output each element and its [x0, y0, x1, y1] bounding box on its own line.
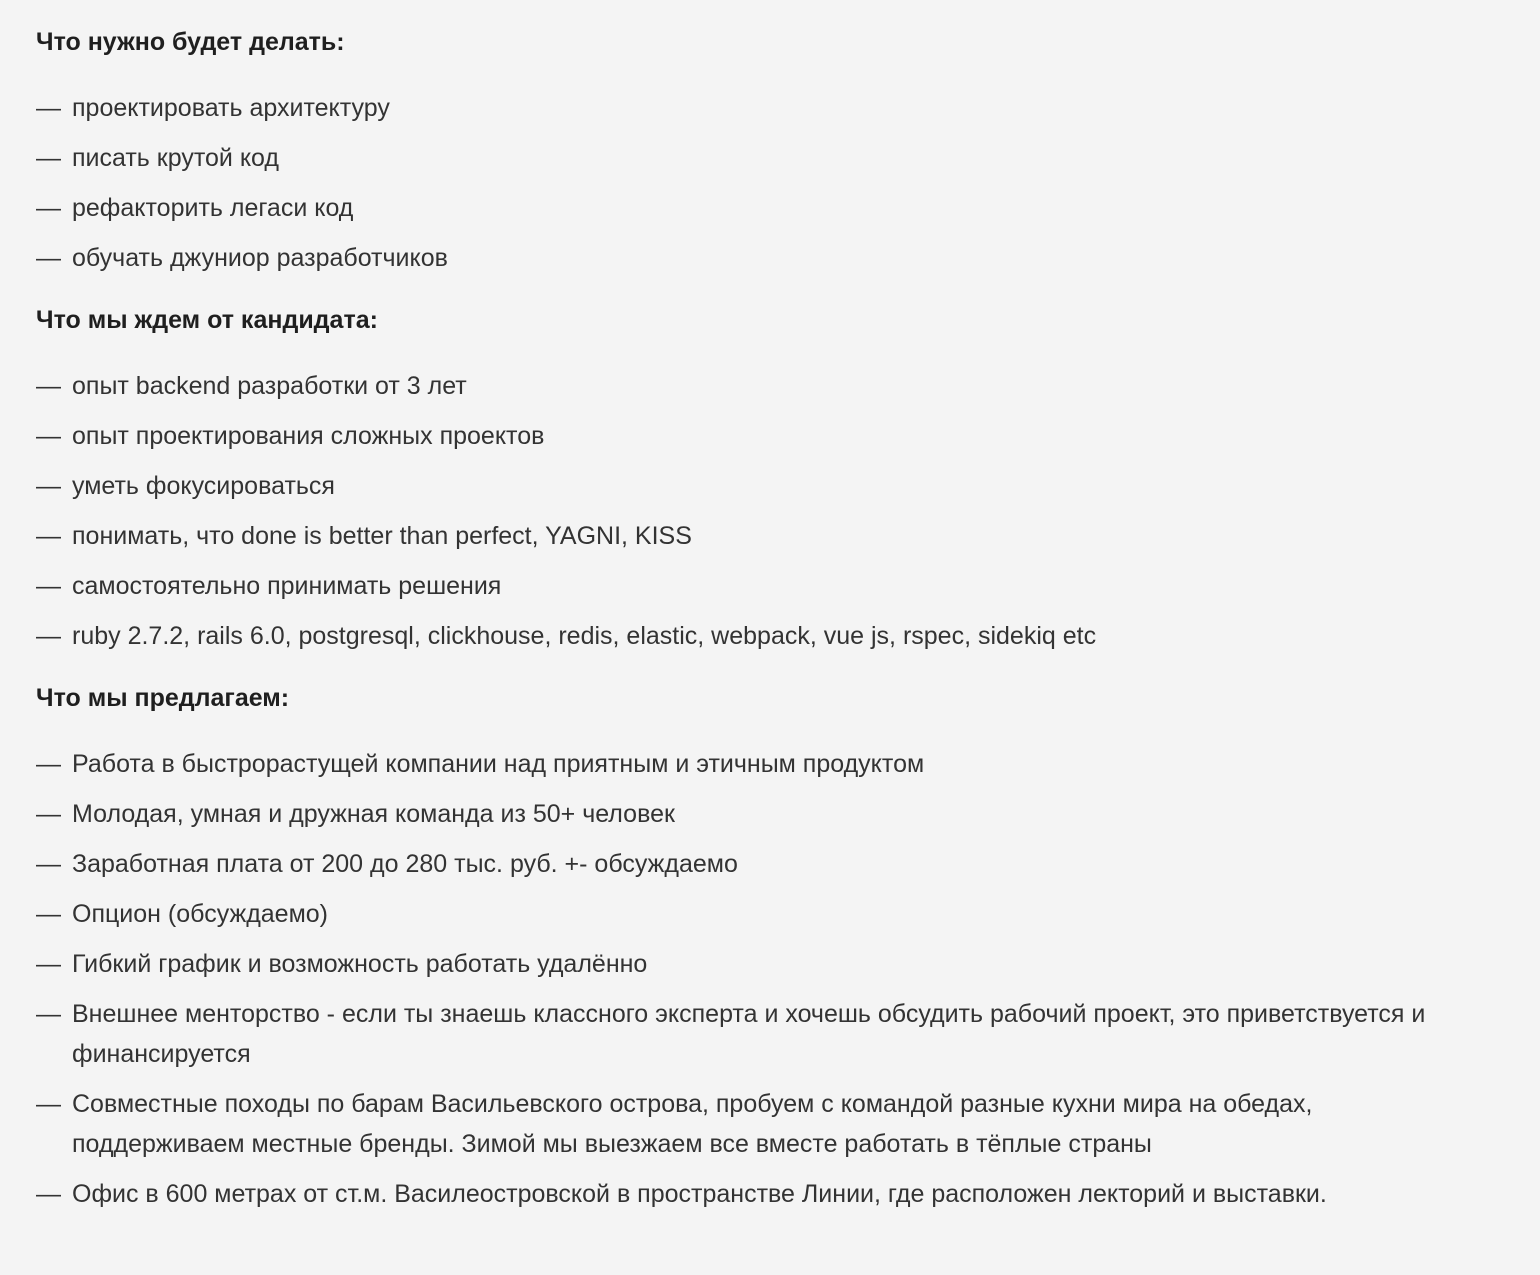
duties-list — [36, 88, 1504, 278]
list-item: — понимать, что done is better than perfect, YAGNI, KISS — [36, 516, 1504, 556]
list-item: — самостоятельно принимать решения — [36, 566, 1504, 606]
dash-bullet: — — [36, 372, 61, 400]
list-item: — ruby 2.7.2, rails 6.0, postgresql, clickhouse, redis, elastic, webpack, vue js, rspec, sidekiq etc — [36, 616, 1504, 656]
section-requirements — [36, 302, 1504, 656]
dash-bullet: — — [36, 572, 61, 600]
section-duties — [36, 24, 1504, 278]
list-item: — опыт backend разработки от 3 лет — [36, 366, 1504, 406]
dash-bullet: — — [36, 244, 61, 272]
dash-bullet: — — [36, 1090, 61, 1118]
list-item: — Совместные походы по барам Васильевского острова, пробуем с командой разные кухни мира на обедах, поддерживаем местные бренды. Зимой мы выезжаем все вместе работать в тёплые страны — [36, 1084, 1504, 1164]
dash-bullet: — — [36, 750, 61, 778]
dash-bullet: — — [36, 194, 61, 222]
dash-bullet: — — [36, 850, 61, 878]
dash-bullet: — — [36, 1180, 61, 1208]
dash-bullet: — — [36, 94, 61, 122]
dash-bullet: — — [36, 900, 61, 928]
list-item: — писать крутой код — [36, 138, 1504, 178]
requirements-list — [36, 366, 1504, 656]
list-item: — Заработная плата от 200 до 280 тыс. руб. +- обсуждаемо — [36, 844, 1504, 884]
section-title: Что мы предлагаем: — [36, 684, 290, 712]
list-item: — уметь фокусироваться — [36, 466, 1504, 506]
dash-bullet: — — [36, 1000, 61, 1028]
list-item: — обучать джуниор разработчиков — [36, 238, 1504, 278]
list-item: — Офис в 600 метрах от ст.м. Василеостровской в пространстве Линии, где расположен лекторий и выставки. — [36, 1174, 1504, 1214]
list-item: — рефакторить легаси код — [36, 188, 1504, 228]
dash-bullet: — — [36, 622, 61, 650]
dash-bullet: — — [36, 422, 61, 450]
list-item: — опыт проектирования сложных проектов — [36, 416, 1504, 456]
dash-bullet: — — [36, 144, 61, 172]
dash-bullet: — — [36, 522, 61, 550]
section-title: Что нужно будет делать: — [36, 28, 345, 56]
dash-bullet: — — [36, 950, 61, 978]
dash-bullet: — — [36, 472, 61, 500]
list-item: — проектировать архитектуру — [36, 88, 1504, 128]
section-offer — [36, 680, 1504, 1214]
section-title: Что мы ждем от кандидата: — [36, 306, 378, 334]
list-item: — Гибкий график и возможность работать удалённо — [36, 944, 1504, 984]
offer-list — [36, 744, 1504, 1214]
list-item: — Работа в быстрорастущей компании над приятным и этичным продуктом — [36, 744, 1504, 784]
list-item: — Молодая, умная и дружная команда из 50+ человек — [36, 794, 1504, 834]
list-item: — Опцион (обсуждаемо) — [36, 894, 1504, 934]
dash-bullet: — — [36, 800, 61, 828]
list-item: — Внешнее менторство - если ты знаешь классного эксперта и хочешь обсудить рабочий проект, это приветствуется и финансируется — [36, 994, 1504, 1074]
